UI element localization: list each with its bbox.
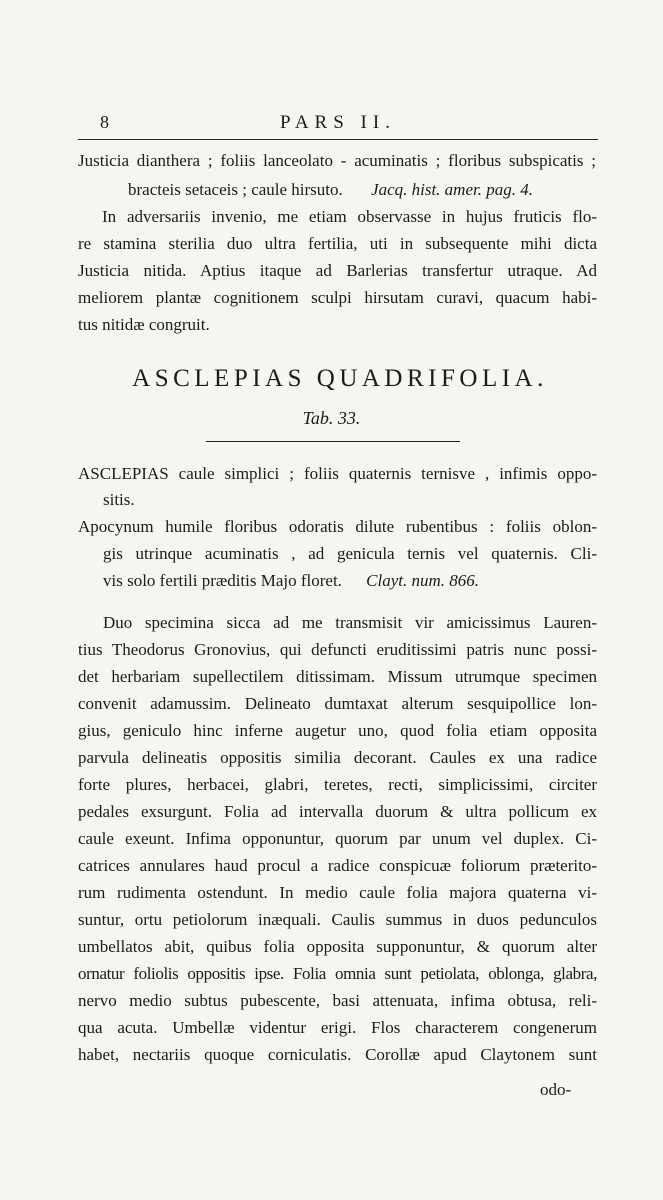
note-line: In adversariis invenio, me etiam observasse in hujus fruticis flo- bbox=[102, 207, 597, 226]
synonym-reference: Clayt. num. 866. bbox=[366, 571, 480, 590]
body-line: nervo medio subtus pubescente, basi attenuata, infima obtusa, reli- bbox=[78, 991, 597, 1010]
catchword: odo- bbox=[540, 1080, 572, 1099]
section-title: ASCLEPIAS QUADRIFOLIA. bbox=[132, 365, 548, 392]
title-rule bbox=[206, 441, 460, 442]
body-line: suntur, ortu petiolorum inæquali. Caulis summus in duos pedunculos bbox=[78, 910, 597, 929]
top-entry-text: bracteis setaceis ; caule hirsuto. bbox=[128, 180, 343, 199]
top-entry-reference: Jacq. hist. amer. pag. 4. bbox=[371, 180, 533, 199]
page-number: 8 bbox=[100, 112, 109, 132]
body-line: det herbariam supellectilem ditissimam. Missum utrumque specimen bbox=[78, 667, 597, 686]
body-line: forte plures, herbacei, glabri, teretes, recti, simplicissimi, circiter bbox=[78, 775, 597, 794]
header-rule bbox=[78, 139, 598, 140]
body-line: qua acuta. Umbellæ videntur erigi. Flos characterem congenerum bbox=[78, 1018, 597, 1037]
body-line: tius Theodorus Gronovius, qui defuncti eruditissimi patris nunc possi- bbox=[78, 640, 597, 659]
body-line: gius, geniculo hinc inferne augetur uno, quod folia etiam opposita bbox=[78, 721, 597, 740]
body-line: pedales exsurgunt. Folia ad intervalla duorum & ultra pollicum ex bbox=[78, 802, 597, 821]
note-line: Justicia nitida. Aptius itaque ad Barlerias transfertur utraque. Ad bbox=[78, 261, 597, 280]
body-line: umbellatos abit, quibus folia opposita supponuntur, & quorum alter bbox=[78, 937, 597, 956]
diagnosis-line: ASCLEPIAS caule simplici ; foliis quaternis ternisve , infimis oppo- bbox=[78, 464, 597, 483]
synonym-line: gis utrinque acuminatis , ad genicula ternis vel quaternis. Cli- bbox=[103, 544, 597, 563]
body-line: ornatur foliolis oppositis ipse. Folia omnia sunt petiolata, oblonga, glabra, bbox=[78, 964, 597, 983]
plate-reference: Tab. 33. bbox=[302, 408, 361, 428]
note-line: re stamina sterilia duo ultra fertilia, uti in subsequente mihi dicta bbox=[78, 234, 597, 253]
synonym-text: vis solo fertili præditis Majo floret. bbox=[103, 571, 342, 590]
body-line: parvula delineatis oppositis similia decorant. Caules ex una radice bbox=[78, 748, 597, 767]
diagnosis-line: sitis. bbox=[103, 490, 135, 509]
note-line: tus nitidæ congruit. bbox=[78, 315, 210, 334]
synonym-line bbox=[103, 570, 479, 592]
top-entry-line: Justicia dianthera ; foliis lanceolato - acuminatis ; floribus subspicatis ; bbox=[78, 151, 596, 170]
body-line: catrices annulares haud procul a radice conspicuæ foliorum præterito- bbox=[78, 856, 597, 875]
body-line: convenit adamussim. Delineato dumtaxat alterum sesquipollice lon- bbox=[78, 694, 597, 713]
running-title: PARS II. bbox=[280, 112, 396, 133]
synonym-line: Apocynum humile floribus odoratis dilute rubentibus : foliis oblon- bbox=[78, 517, 597, 536]
top-entry-line bbox=[128, 179, 533, 201]
note-line: meliorem plantæ cognitionem sculpi hirsutam curavi, quacum habi- bbox=[78, 288, 597, 307]
body-line: habet, nectariis quoque corniculatis. Corollæ apud Claytonem sunt bbox=[78, 1045, 597, 1064]
body-line: caule exeunt. Infima opponuntur, quorum par unum vel duplex. Ci- bbox=[78, 829, 597, 848]
body-line: Duo specimina sicca ad me transmisit vir amicissimus Lauren- bbox=[103, 613, 597, 632]
body-line: rum rudimenta ostendunt. In medio caule folia majora quaterna vi- bbox=[78, 883, 597, 902]
page-header bbox=[78, 112, 598, 138]
